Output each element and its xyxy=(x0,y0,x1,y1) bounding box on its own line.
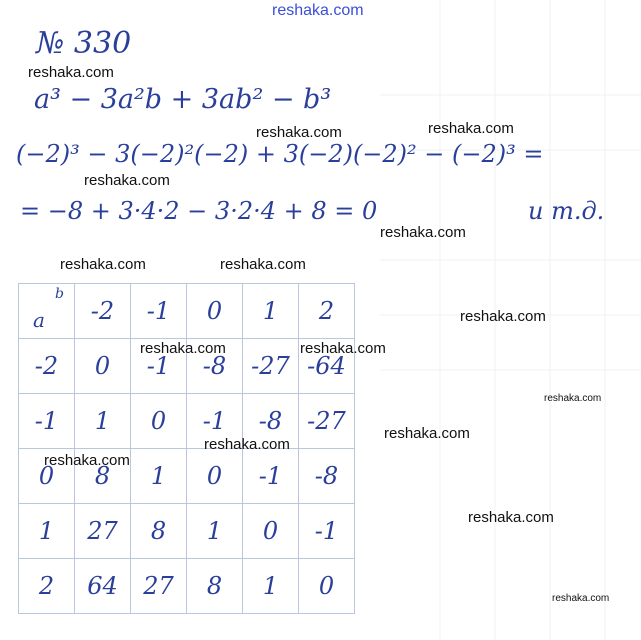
watermark: reshaka.com xyxy=(468,509,554,526)
col-variable-label: b xyxy=(55,286,64,302)
table-corner-cell xyxy=(19,284,75,339)
watermark: reshaka.com xyxy=(380,224,466,241)
row-a-value: 1 xyxy=(19,504,75,559)
table-cell: -8 xyxy=(243,394,299,449)
header-b-value: 2 xyxy=(299,284,355,339)
row-a-value: 2 xyxy=(19,559,75,614)
computation-line: = −8 + 3·4·2 − 3·2·4 + 8 = 0 xyxy=(20,197,378,225)
table-cell: 27 xyxy=(75,504,131,559)
watermark: reshaka.com xyxy=(204,436,290,453)
row-a-value: -1 xyxy=(19,394,75,449)
table-cell: 1 xyxy=(75,394,131,449)
values-table xyxy=(18,283,355,614)
table-cell: -27 xyxy=(243,339,299,394)
table-cell: -64 xyxy=(299,339,355,394)
table-cell: 0 xyxy=(131,394,187,449)
expression-line: a³ − 3a²b + 3ab² − b³ xyxy=(34,84,332,115)
table-row xyxy=(19,559,355,614)
watermark: reshaka.com xyxy=(84,172,170,189)
table-header-row xyxy=(19,284,355,339)
watermark: reshaka.com xyxy=(544,393,602,404)
watermark: reshaka.com xyxy=(384,425,470,442)
table-cell: -1 xyxy=(243,449,299,504)
table-cell: 1 xyxy=(243,559,299,614)
watermark: reshaka.com xyxy=(460,308,546,325)
watermark: reshaka.com xyxy=(60,256,146,273)
header-b-value: 0 xyxy=(187,284,243,339)
table-cell: -8 xyxy=(299,449,355,504)
table-row xyxy=(19,504,355,559)
row-a-value: 0 xyxy=(19,449,75,504)
watermark: reshaka.com xyxy=(140,340,226,357)
watermark: reshaka.com xyxy=(256,124,342,141)
table-cell: -8 xyxy=(187,339,243,394)
table-cell: 8 xyxy=(131,504,187,559)
table-cell: -1 xyxy=(299,504,355,559)
table-cell: -27 xyxy=(299,394,355,449)
watermark: reshaka.com xyxy=(28,64,114,81)
row-variable-label: a xyxy=(33,308,45,332)
header-b-value: 1 xyxy=(243,284,299,339)
table-cell: 0 xyxy=(187,449,243,504)
header-b-value: -2 xyxy=(75,284,131,339)
table-cell: -1 xyxy=(187,394,243,449)
watermark: reshaka.com xyxy=(300,340,386,357)
table-cell: 27 xyxy=(131,559,187,614)
table-cell: 0 xyxy=(243,504,299,559)
table-cell: 8 xyxy=(187,559,243,614)
table-cell: 1 xyxy=(131,449,187,504)
table-cell: 1 xyxy=(187,504,243,559)
table-cell: 8 xyxy=(75,449,131,504)
table-row xyxy=(19,394,355,449)
row-a-value: -2 xyxy=(19,339,75,394)
table-cell: 0 xyxy=(75,339,131,394)
etc-note: и т.д. xyxy=(528,197,605,225)
table-cell: 0 xyxy=(299,559,355,614)
table-cell: 64 xyxy=(75,559,131,614)
watermark: reshaka.com xyxy=(428,120,514,137)
problem-number: № 330 xyxy=(36,26,132,61)
watermark-top: reshaka.com xyxy=(272,2,364,19)
table-cell: -1 xyxy=(131,339,187,394)
watermark: reshaka.com xyxy=(220,256,306,273)
header-b-value: -1 xyxy=(131,284,187,339)
substitution-line: (−2)³ − 3(−2)²(−2) + 3(−2)(−2)² − (−2)³ = xyxy=(16,140,544,168)
watermark: reshaka.com xyxy=(552,593,610,604)
watermark: reshaka.com xyxy=(44,452,130,469)
